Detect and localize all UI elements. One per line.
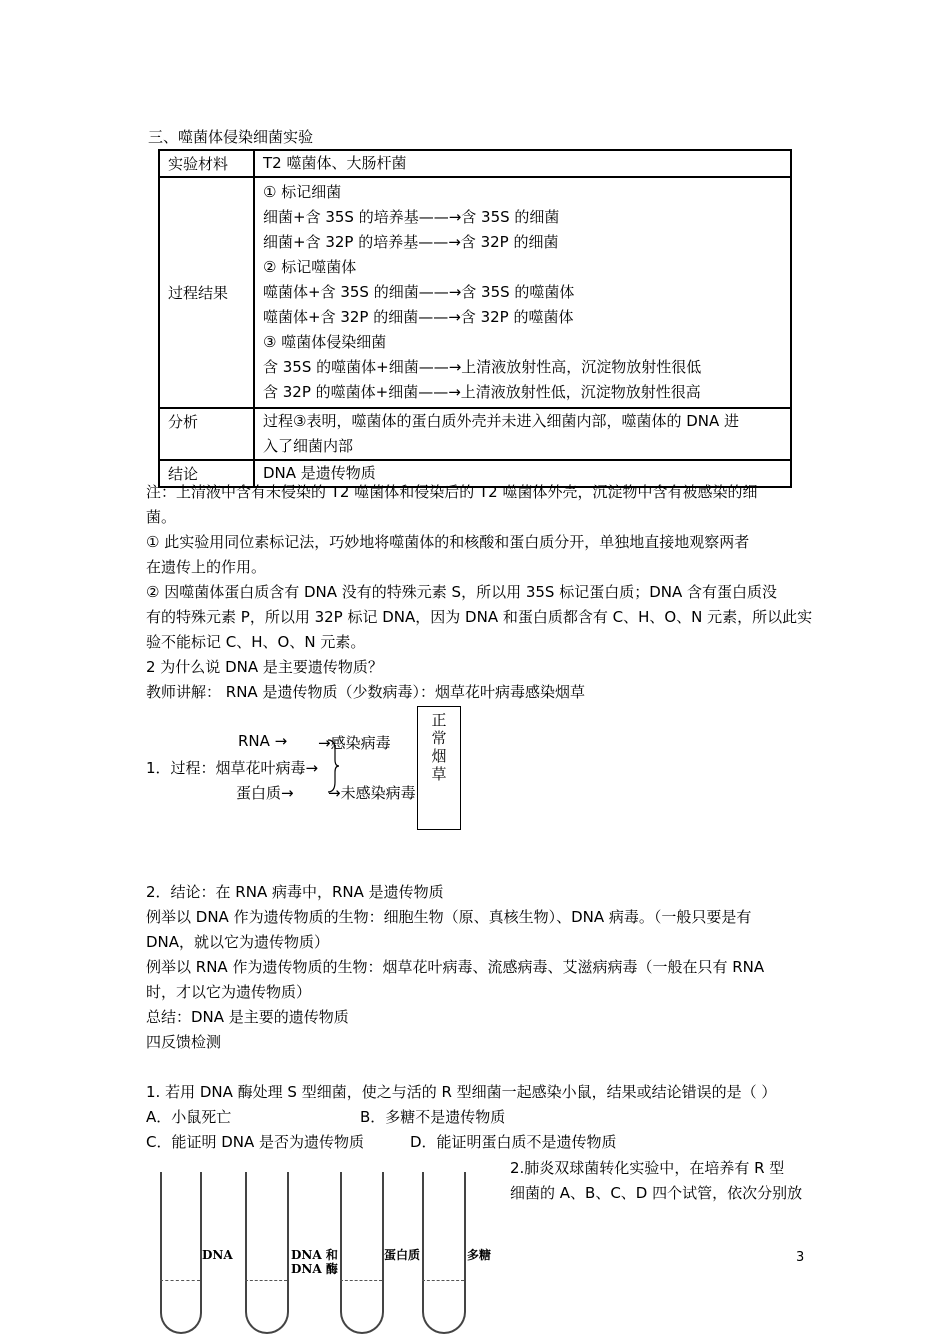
diagram-process: 1．过程：烟草花叶病毒→ (146, 759, 319, 777)
note-line: 验不能标记 C、H、O、N 元素。 (146, 633, 366, 651)
table-line: 入了细菌内部 (263, 437, 354, 455)
test-tube (160, 1172, 202, 1334)
diagram-infect: →感染病毒 (318, 734, 391, 752)
section-title: 三、噬菌体侵染细菌实验 (148, 128, 314, 146)
liquid-level (422, 1280, 464, 1281)
q1-option-c: C．能证明 DNA 是否为遗传物质 (146, 1133, 365, 1151)
diagram-rna: RNA → (238, 732, 288, 750)
diagram-protein: 蛋白质→ (236, 784, 294, 802)
conclusion-line: 例举以 RNA 作为遗传物质的生物：烟草花叶病毒、流感病毒、艾滋病病毒（一般在只有 RNA (146, 958, 765, 976)
notes-block (146, 480, 812, 705)
table-line: ③ 噬菌体侵染细菌 (263, 333, 387, 351)
box-char: 常 (431, 729, 447, 747)
q1-option-a: A．小鼠死亡 (146, 1108, 232, 1126)
conclusion-line: 四反馈检测 (146, 1033, 222, 1051)
test-tube (340, 1172, 384, 1334)
normal-tobacco-box (417, 706, 461, 830)
liquid-level (340, 1280, 382, 1281)
table-line: 细菌+含 32P 的培养基——→含 32P 的细菌 (263, 233, 559, 251)
note-line: 菌。 (146, 508, 177, 526)
note-line: 注：上清液中含有未侵染的 T2 噬菌体和侵染后的 T2 噬菌体外壳，沉淀物中含有被感染的细 (146, 483, 758, 501)
table-row (159, 177, 791, 408)
note-line: 有的特殊元素 P，所以用 32P 标记 DNA，因为 DNA 和蛋白质都含有 C、H、O、N 元素，所以此实 (146, 608, 813, 626)
note-line: 教师讲解： RNA 是遗传物质（少数病毒）：烟草花叶病毒感染烟草 (146, 683, 585, 701)
table-row (159, 150, 791, 177)
test-tube (422, 1172, 466, 1334)
conclusion-line: 例举以 DNA 作为遗传物质的生物：细胞生物（原、真核生物）、DNA 病毒。（一般只要是有 (146, 908, 752, 926)
row-content (254, 177, 791, 408)
tube-label: 蛋白质 (384, 1248, 421, 1262)
table-line: 含 32P 的噬菌体+细菌——→上清液放射性低，沉淀物放射性很高 (263, 383, 701, 401)
table-line: 含 35S 的噬菌体+细菌——→上清液放射性高，沉淀物放射性很低 (263, 358, 702, 376)
q1-option-d: D．能证明蛋白质不是遗传物质 (410, 1133, 617, 1151)
table-line: 过程③表明，噬菌体的蛋白质外壳并未进入细菌内部，噬菌体的 DNA 进 (263, 412, 740, 430)
question-2 (510, 1156, 802, 1206)
table-line: ① 标记细菌 (263, 183, 342, 201)
tube-label: DNA 和 DNA 酶 (291, 1248, 338, 1276)
table-line: 噬菌体+含 32P 的细菌——→含 32P 的噬菌体 (263, 308, 574, 326)
diagram-not-infect: →未感染病毒 (328, 784, 416, 802)
conclusion-line: 总结：DNA 是主要的遗传物质 (146, 1008, 349, 1026)
note-line: 在遗传上的作用。 (146, 558, 267, 576)
table-line: ② 标记噬菌体 (263, 258, 357, 276)
brace-icon (326, 738, 340, 794)
liquid-level (245, 1280, 287, 1281)
box-char: 烟 (431, 747, 447, 765)
table-line: 噬菌体+含 35S 的细菌——→含 35S 的噬菌体 (263, 283, 575, 301)
box-char: 正 (431, 711, 447, 729)
row-content: DNA 是遗传物质 (254, 460, 791, 487)
table-row (159, 408, 791, 460)
test-tube (245, 1172, 289, 1334)
q2-line: 2.肺炎双球菌转化实验中，在培养有 R 型 (510, 1159, 785, 1177)
tube-label: 多糖 (467, 1248, 492, 1262)
row-content: T2 噬菌体、大肠杆菌 (254, 150, 791, 177)
q1-option-b: B．多糖不是遗传物质 (360, 1108, 506, 1126)
conclusion-line: DNA，就以它为遗传物质） (146, 933, 330, 951)
conclusion-line: 2．结论：在 RNA 病毒中，RNA 是遗传物质 (146, 883, 444, 901)
q2-line: 细菌的 A、B、C、D 四个试管，依次分别放 (510, 1184, 803, 1202)
note-line: ② 因噬菌体蛋白质含有 DNA 没有的特殊元素 S，所以用 35S 标记蛋白质；DNA 含有蛋白质没 (146, 583, 778, 601)
row-label: 分析 (159, 408, 254, 460)
box-char: 草 (431, 765, 447, 783)
row-label: 过程结果 (159, 177, 254, 408)
liquid-level (160, 1280, 200, 1281)
note-line: 2 为什么说 DNA 是主要遗传物质？ (146, 658, 383, 676)
tube-label: DNA (202, 1248, 233, 1262)
page-number: 3 (796, 1250, 805, 1265)
conclusion-line: 时，才以它为遗传物质） (146, 983, 312, 1001)
conclusion-block (146, 880, 764, 1055)
experiment-table (158, 149, 792, 488)
row-label: 结论 (159, 460, 254, 487)
q1-stem: 1. 若用 DNA 酶处理 S 型细菌，使之与活的 R 型细菌一起感染小鼠，结果或结论错误的是（ ） (146, 1083, 777, 1101)
table-line: 细菌+含 35S 的培养基——→含 35S 的细菌 (263, 208, 560, 226)
row-label: 实验材料 (159, 150, 254, 177)
row-content (254, 408, 791, 460)
note-line: ① 此实验用同位素标记法，巧妙地将噬菌体的和核酸和蛋白质分开，单独地直接地观察两者 (146, 533, 750, 551)
